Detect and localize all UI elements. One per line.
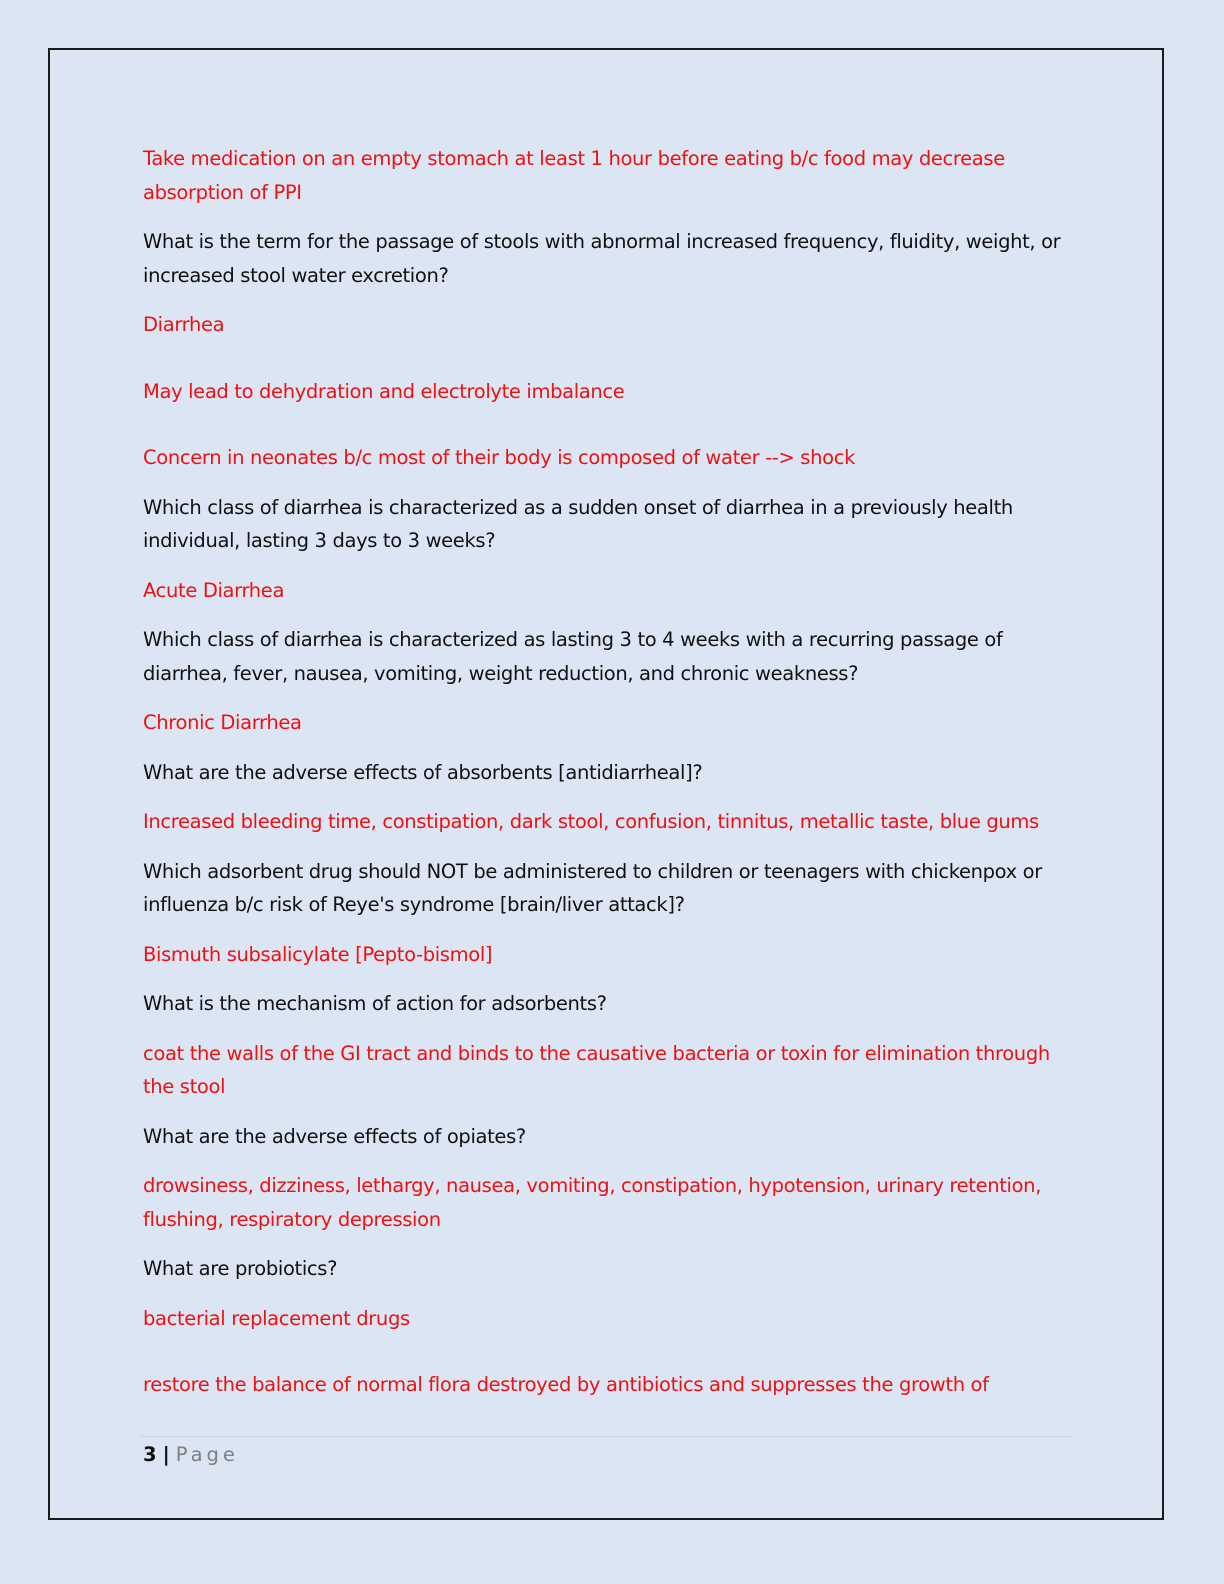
question-paragraph: Which class of diarrhea is characterized as lasting 3 to 4 weeks with a recurring passage of diarrhea, fever, nausea, vomiting, weight reduction, and chronic weakness? (143, 628, 1003, 685)
answer-paragraph: coat the walls of the GI tract and binds to the causative bacteria or toxin for elimination through the stool (143, 1041, 1050, 1098)
page-number: 3 (143, 1443, 157, 1466)
footer-separator: | (162, 1443, 170, 1466)
question-paragraph: What are probiotics? (143, 1257, 338, 1280)
answer-paragraph: Take medication on an empty stomach at least 1 hour before eating b/c food may decrease absorption of PPI (143, 147, 1005, 204)
answer-paragraph: Bismuth subsalicylate [Pepto-bismol] (143, 942, 493, 966)
question-paragraph: What is the mechanism of action for adsorbents? (143, 992, 607, 1015)
question-paragraph: Which adsorbent drug should NOT be administered to children or teenagers with chickenpox or influenza b/c risk of Reye's syndrome [brain/liver attack]? (143, 859, 1042, 916)
question-paragraph: Which class of diarrhea is characterized as a sudden onset of diarrhea in a previously health individual, lasting 3 days to 3 weeks? (143, 495, 1013, 552)
answer-paragraph: Chronic Diarrhea (143, 711, 302, 734)
answer-paragraph: Increased bleeding time, constipation, dark stool, confusion, tinnitus, metallic taste, blue gums (143, 810, 1039, 833)
answer-paragraph: restore the balance of normal flora destroyed by antibiotics and suppresses the growth of (143, 1373, 989, 1396)
page-label: Page (175, 1443, 239, 1466)
document-body (143, 142, 1083, 1418)
answer-paragraph: bacterial replacement drugs (143, 1306, 410, 1330)
question-paragraph: What are the adverse effects of opiates? (143, 1124, 526, 1148)
footer-divider (141, 1436, 1073, 1437)
question-paragraph: What is the term for the passage of stools with abnormal increased frequency, fluidity, weight, or increased stool water excretion? (143, 230, 1061, 287)
answer-paragraph: Diarrhea (143, 313, 225, 336)
page-footer (143, 1440, 239, 1470)
answer-paragraph: May lead to dehydration and electrolyte imbalance (143, 379, 625, 403)
answer-paragraph: drowsiness, dizziness, lethargy, nausea, vomiting, constipation, hypotension, urinary retention, flushing, respiratory depression (143, 1174, 1042, 1231)
answer-paragraph: Concern in neonates b/c most of their body is composed of water --> shock (143, 446, 856, 469)
answer-paragraph: Acute Diarrhea (143, 578, 285, 602)
question-paragraph: What are the adverse effects of absorbents [antidiarrheal]? (143, 760, 703, 784)
